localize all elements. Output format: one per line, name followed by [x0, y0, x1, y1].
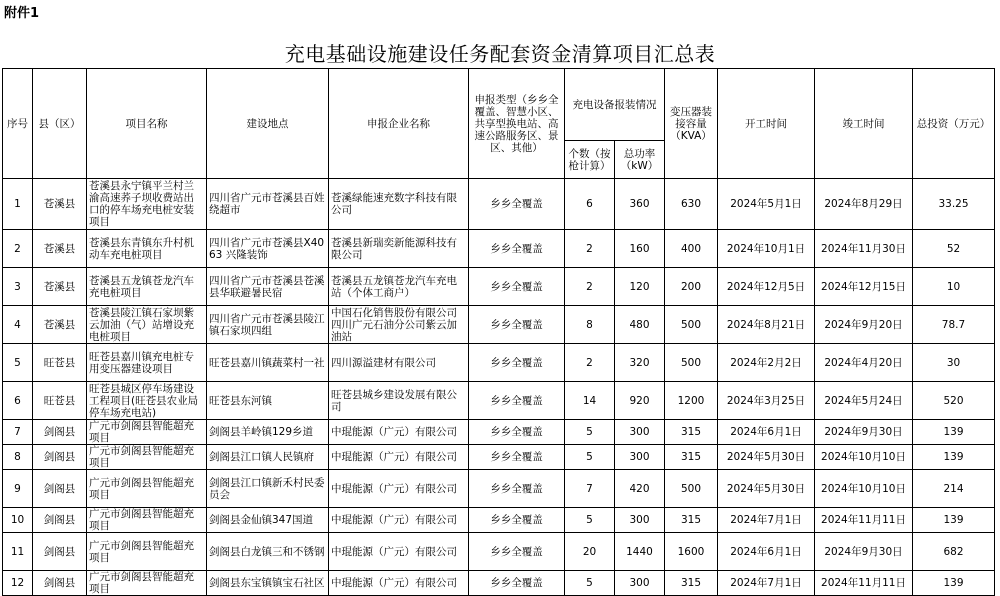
- county-cell: 剑阁县: [33, 533, 87, 571]
- project-name-cell: 苍溪县五龙镇苍龙汽车充电桩项目: [87, 268, 207, 306]
- header-project: 项目名称: [87, 69, 207, 179]
- header-company: 申报企业名称: [329, 69, 469, 179]
- power-cell: 120: [615, 268, 665, 306]
- location-cell: 剑阁县白龙镇三和不锈钢: [207, 533, 329, 571]
- transformer-cell: 500: [665, 306, 718, 344]
- investment-cell: 214: [913, 470, 995, 508]
- power-cell: 300: [615, 445, 665, 470]
- power-cell: 300: [615, 508, 665, 533]
- count-cell: 20: [565, 533, 615, 571]
- seq-cell: 3: [3, 268, 33, 306]
- seq-cell: 8: [3, 445, 33, 470]
- project-name-cell: 旺苍县嘉川镇充电桩专用变压器建设项目: [87, 344, 207, 382]
- header-start: 开工时间: [718, 69, 815, 179]
- seq-cell: 2: [3, 230, 33, 268]
- page-title: 充电基础设施建设任务配套资金清算项目汇总表: [284, 42, 716, 66]
- location-cell: 剑阁县江口镇新禾村民委员会: [207, 470, 329, 508]
- type-cell: 乡乡全覆盖: [469, 179, 565, 230]
- location-cell: 旺苍县东河镇: [207, 382, 329, 420]
- table-row: [3, 179, 995, 230]
- count-cell: 5: [565, 420, 615, 445]
- start-date-cell: 2024年12月5日: [718, 268, 815, 306]
- power-cell: 360: [615, 179, 665, 230]
- start-date-cell: 2024年7月1日: [718, 571, 815, 596]
- start-date-cell: 2024年6月1日: [718, 420, 815, 445]
- county-cell: 苍溪县: [33, 306, 87, 344]
- power-cell: 1440: [615, 533, 665, 571]
- table-row: [3, 382, 995, 420]
- county-cell: 剑阁县: [33, 508, 87, 533]
- project-name-cell: 广元市剑阁县智能超充项目: [87, 445, 207, 470]
- table-row: [3, 571, 995, 596]
- company-cell: 苍溪县五龙镇苍龙汽车充电站（个体工商户）: [329, 268, 469, 306]
- summary-table: [2, 68, 995, 596]
- start-date-cell: 2024年10月1日: [718, 230, 815, 268]
- investment-cell: 30: [913, 344, 995, 382]
- county-cell: 剑阁县: [33, 420, 87, 445]
- project-name-cell: 旺苍县城区停车场建设工程项目(旺苍县农业局停车场充电站): [87, 382, 207, 420]
- transformer-cell: 315: [665, 508, 718, 533]
- count-cell: 2: [565, 344, 615, 382]
- seq-cell: 1: [3, 179, 33, 230]
- header-transformer: 变压器装接容量（KVA）: [665, 69, 718, 179]
- project-name-cell: 苍溪县陵江镇石家坝紫云加油（气）站增设充电桩项目: [87, 306, 207, 344]
- start-date-cell: 2024年5月1日: [718, 179, 815, 230]
- location-cell: 四川省广元市苍溪县百姓绕超市: [207, 179, 329, 230]
- end-date-cell: 2024年11月11日: [815, 571, 913, 596]
- company-cell: 中琨能源（广元）有限公司: [329, 470, 469, 508]
- transformer-cell: 200: [665, 268, 718, 306]
- end-date-cell: 2024年12月15日: [815, 268, 913, 306]
- power-cell: 920: [615, 382, 665, 420]
- end-date-cell: 2024年9月30日: [815, 420, 913, 445]
- transformer-cell: 315: [665, 420, 718, 445]
- seq-cell: 4: [3, 306, 33, 344]
- location-cell: 四川省广元市苍溪县陵江镇石家坝四组: [207, 306, 329, 344]
- start-date-cell: 2024年3月25日: [718, 382, 815, 420]
- investment-cell: 78.7: [913, 306, 995, 344]
- county-cell: 苍溪县: [33, 268, 87, 306]
- end-date-cell: 2024年11月30日: [815, 230, 913, 268]
- end-date-cell: 2024年8月29日: [815, 179, 913, 230]
- county-cell: 剑阁县: [33, 445, 87, 470]
- header-equip: 充电设备报装情况: [565, 69, 665, 141]
- table-row: [3, 230, 995, 268]
- type-cell: 乡乡全覆盖: [469, 533, 565, 571]
- location-cell: 剑阁县金仙镇347国道: [207, 508, 329, 533]
- count-cell: 14: [565, 382, 615, 420]
- county-cell: 苍溪县: [33, 179, 87, 230]
- investment-cell: 10: [913, 268, 995, 306]
- company-cell: 中琨能源（广元）有限公司: [329, 571, 469, 596]
- count-cell: 8: [565, 306, 615, 344]
- investment-cell: 52: [913, 230, 995, 268]
- project-name-cell: 广元市剑阁县智能超充项目: [87, 470, 207, 508]
- investment-cell: 682: [913, 533, 995, 571]
- location-cell: 剑阁县东宝镇镇宝石社区: [207, 571, 329, 596]
- company-cell: 苍溪县新瑞奕新能源科技有限公司: [329, 230, 469, 268]
- transformer-cell: 500: [665, 344, 718, 382]
- header-end: 竣工时间: [815, 69, 913, 179]
- investment-cell: 139: [913, 571, 995, 596]
- table-row: [3, 268, 995, 306]
- seq-cell: 11: [3, 533, 33, 571]
- start-date-cell: 2024年5月30日: [718, 470, 815, 508]
- end-date-cell: 2024年9月30日: [815, 533, 913, 571]
- location-cell: 剑阁县羊岭镇129乡道: [207, 420, 329, 445]
- project-name-cell: 广元市剑阁县智能超充项目: [87, 508, 207, 533]
- investment-cell: 520: [913, 382, 995, 420]
- count-cell: 5: [565, 508, 615, 533]
- type-cell: 乡乡全覆盖: [469, 508, 565, 533]
- header-seq: 序号: [3, 69, 33, 179]
- end-date-cell: 2024年10月10日: [815, 470, 913, 508]
- type-cell: 乡乡全覆盖: [469, 268, 565, 306]
- table-body: [3, 179, 995, 596]
- location-cell: 四川省广元市苍溪县X4063 兴隆装饰: [207, 230, 329, 268]
- power-cell: 480: [615, 306, 665, 344]
- county-cell: 苍溪县: [33, 230, 87, 268]
- attachment-label: 附件1: [4, 6, 40, 21]
- transformer-cell: 400: [665, 230, 718, 268]
- end-date-cell: 2024年11月11日: [815, 508, 913, 533]
- type-cell: 乡乡全覆盖: [469, 344, 565, 382]
- table-row: [3, 306, 995, 344]
- investment-cell: 139: [913, 420, 995, 445]
- count-cell: 6: [565, 179, 615, 230]
- project-name-cell: 广元市剑阁县智能超充项目: [87, 420, 207, 445]
- power-cell: 420: [615, 470, 665, 508]
- power-cell: 300: [615, 571, 665, 596]
- county-cell: 旺苍县: [33, 344, 87, 382]
- start-date-cell: 2024年7月1日: [718, 508, 815, 533]
- seq-cell: 10: [3, 508, 33, 533]
- count-cell: 2: [565, 230, 615, 268]
- power-cell: 160: [615, 230, 665, 268]
- end-date-cell: 2024年9月20日: [815, 306, 913, 344]
- location-cell: 剑阁县江口镇人民镇府: [207, 445, 329, 470]
- company-cell: 中琨能源（广元）有限公司: [329, 445, 469, 470]
- investment-cell: 139: [913, 445, 995, 470]
- location-cell: 旺苍县嘉川镇蔬菜村一社: [207, 344, 329, 382]
- power-cell: 320: [615, 344, 665, 382]
- type-cell: 乡乡全覆盖: [469, 420, 565, 445]
- table-row: [3, 508, 995, 533]
- type-cell: 乡乡全覆盖: [469, 571, 565, 596]
- transformer-cell: 500: [665, 470, 718, 508]
- transformer-cell: 1200: [665, 382, 718, 420]
- type-cell: 乡乡全覆盖: [469, 470, 565, 508]
- seq-cell: 6: [3, 382, 33, 420]
- start-date-cell: 2024年8月21日: [718, 306, 815, 344]
- table-row: [3, 445, 995, 470]
- county-cell: 剑阁县: [33, 571, 87, 596]
- type-cell: 乡乡全覆盖: [469, 306, 565, 344]
- investment-cell: 33.25: [913, 179, 995, 230]
- investment-cell: 139: [913, 508, 995, 533]
- company-cell: 中琨能源（广元）有限公司: [329, 420, 469, 445]
- company-cell: 中国石化销售股份有限公司四川广元石油分公司紫云加油站: [329, 306, 469, 344]
- type-cell: 乡乡全覆盖: [469, 230, 565, 268]
- project-name-cell: 苍溪县永宁镇平兰村兰渝高速荞子坝收费站出口的停车场充电桩安装项目: [87, 179, 207, 230]
- transformer-cell: 630: [665, 179, 718, 230]
- table-row: [3, 533, 995, 571]
- project-name-cell: 苍溪县东青镇东升村机动车充电桩项目: [87, 230, 207, 268]
- header-location: 建设地点: [207, 69, 329, 179]
- header-invest: 总投资（万元）: [913, 69, 995, 179]
- power-cell: 300: [615, 420, 665, 445]
- count-cell: 7: [565, 470, 615, 508]
- transformer-cell: 315: [665, 571, 718, 596]
- end-date-cell: 2024年10月10日: [815, 445, 913, 470]
- header-count: 个数（按枪计算）: [565, 141, 615, 179]
- seq-cell: 5: [3, 344, 33, 382]
- count-cell: 5: [565, 571, 615, 596]
- seq-cell: 12: [3, 571, 33, 596]
- start-date-cell: 2024年5月30日: [718, 445, 815, 470]
- seq-cell: 7: [3, 420, 33, 445]
- company-cell: 中琨能源（广元）有限公司: [329, 508, 469, 533]
- start-date-cell: 2024年6月1日: [718, 533, 815, 571]
- end-date-cell: 2024年4月20日: [815, 344, 913, 382]
- transformer-cell: 1600: [665, 533, 718, 571]
- count-cell: 2: [565, 268, 615, 306]
- table-row: [3, 344, 995, 382]
- table-row: [3, 470, 995, 508]
- company-cell: 四川源溢建材有限公司: [329, 344, 469, 382]
- county-cell: 旺苍县: [33, 382, 87, 420]
- transformer-cell: 315: [665, 445, 718, 470]
- start-date-cell: 2024年2月2日: [718, 344, 815, 382]
- type-cell: 乡乡全覆盖: [469, 445, 565, 470]
- project-name-cell: 广元市剑阁县智能超充项目: [87, 533, 207, 571]
- company-cell: 苍溪绿能速充数字科技有限公司: [329, 179, 469, 230]
- header-power: 总功率（kW）: [615, 141, 665, 179]
- seq-cell: 9: [3, 470, 33, 508]
- project-name-cell: 广元市剑阁县智能超充项目: [87, 571, 207, 596]
- count-cell: 5: [565, 445, 615, 470]
- end-date-cell: 2024年5月24日: [815, 382, 913, 420]
- location-cell: 四川省广元市苍溪县苍溪县华联避暑民宿: [207, 268, 329, 306]
- type-cell: 乡乡全覆盖: [469, 382, 565, 420]
- header-county: 县（区）: [33, 69, 87, 179]
- company-cell: 中琨能源（广元）有限公司: [329, 533, 469, 571]
- county-cell: 剑阁县: [33, 470, 87, 508]
- company-cell: 旺苍县城乡建设发展有限公司: [329, 382, 469, 420]
- header-type: 申报类型（乡乡全覆盖、智慧小区、共享型换电站、高速公路服务区、景区、其他）: [469, 69, 565, 179]
- table-row: [3, 420, 995, 445]
